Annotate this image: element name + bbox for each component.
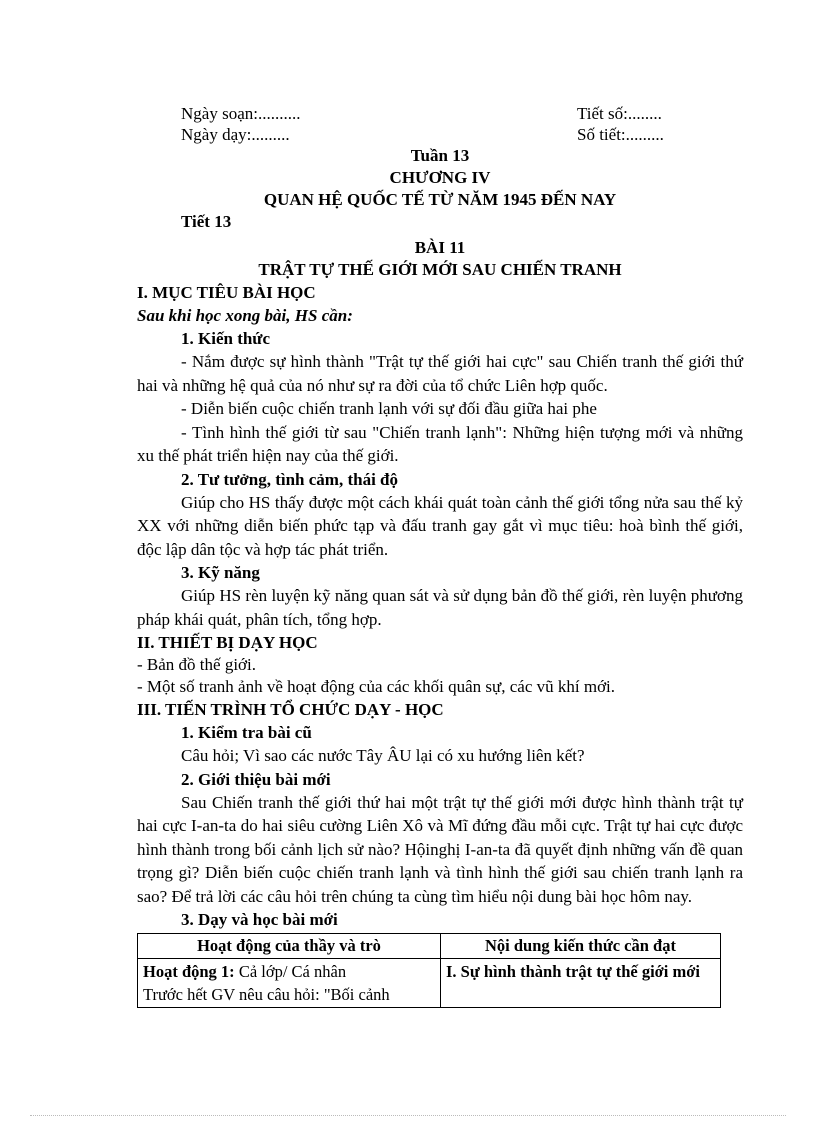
section-1-intro: Sau khi học xong bài, HS cần: bbox=[137, 306, 353, 325]
section-3-title: III. TIẾN TRÌNH TỔ CHỨC DẠY - HỌC bbox=[137, 700, 444, 719]
lesson-number: BÀI 11 bbox=[414, 238, 466, 257]
introduction-title: 2. Giới thiệu bài mới bbox=[181, 769, 331, 789]
teaching-title: 3. Dạy và học bài mới bbox=[181, 910, 338, 929]
knowledge-title: 1. Kiến thức bbox=[181, 329, 271, 348]
content-cell bbox=[441, 959, 721, 1008]
table-header-activity: Hoạt động của thầy và trò bbox=[138, 934, 441, 959]
knowledge-item: - Diễn biến cuộc chiến tranh lạnh với sự đối đầu giữa hai phe bbox=[181, 399, 597, 418]
document-page bbox=[137, 103, 743, 1008]
so-tiet: Số tiết:......... bbox=[577, 125, 664, 144]
knowledge-item: - Tình hình thế giới từ sau "Chiến tranh lạnh": Những hiện tượng mới và những xu thế phát triển hiện nay của thế giới. bbox=[137, 422, 743, 465]
content-heading: I. Sự hình thành trật tự thế giới mới bbox=[446, 962, 700, 981]
equipment-item: - Bản đồ thế giới. bbox=[137, 655, 256, 674]
chapter-title: QUAN HỆ QUỐC TẾ TỪ NĂM 1945 ĐẾN NAY bbox=[263, 190, 617, 209]
equipment-item: - Một số tranh ảnh về hoạt động của các khối quân sự, các vũ khí mới. bbox=[137, 677, 616, 696]
table-header-row bbox=[138, 934, 721, 959]
week-label: Tuần 13 bbox=[410, 146, 470, 165]
activity-mode: Cả lớp/ Cá nhân bbox=[234, 962, 347, 981]
header-row-1 bbox=[137, 103, 743, 124]
chapter-label: CHƯƠNG IV bbox=[389, 168, 491, 187]
table-row bbox=[138, 959, 721, 1008]
activity-cell bbox=[138, 959, 441, 1008]
attitude-text: Giúp cho HS thấy được một cách khái quát toàn cảnh thế giới tổng nửa sau thế kỷ XX với những diễn biến phức tạp và đấu tranh gay gắt vì mục tiêu: hoà bình thế giới, độc lập dân tộc và hợp tác phát triển. bbox=[137, 492, 743, 559]
period-label: Tiết 13 bbox=[181, 212, 232, 231]
lesson-table bbox=[137, 933, 721, 1008]
skills-text: Giúp HS rèn luyện kỹ năng quan sát và sử dụng bản đồ thế giới, rèn luyện phương pháp khái quát, phân tích, tổng hợp. bbox=[137, 586, 743, 629]
review-title: 1. Kiểm tra bài cũ bbox=[181, 723, 312, 742]
activity-text: Trước hết GV nêu câu hỏi: "Bối cảnh bbox=[143, 985, 390, 1004]
knowledge-item: - Nắm được sự hình thành "Trật tự thế giới hai cực" sau Chiến tranh thế giới thứ hai và những hệ quả của nó như sự ra đời của tổ chức Liên hợp quốc. bbox=[137, 352, 743, 395]
section-1-title: I. MỤC TIÊU BÀI HỌC bbox=[137, 283, 316, 302]
section-2-title: II. THIẾT BỊ DẠY HỌC bbox=[137, 633, 318, 652]
lesson-title: TRẬT TỰ THẾ GIỚI MỚI SAU CHIẾN TRANH bbox=[258, 260, 622, 279]
tiet-so: Tiết số:........ bbox=[577, 104, 662, 123]
attitude-title: 2. Tư tưởng, tình cảm, thái độ bbox=[181, 469, 399, 489]
header-row-2 bbox=[137, 124, 743, 145]
activity-label: Hoạt động 1: bbox=[143, 962, 235, 981]
ngay-soan: Ngày soạn:.......... bbox=[181, 104, 301, 123]
page-bottom-rule bbox=[30, 1115, 786, 1116]
skills-title: 3. Kỹ năng bbox=[181, 563, 260, 582]
ngay-day: Ngày dạy:......... bbox=[181, 125, 290, 144]
review-question: Câu hỏi; Vì sao các nước Tây ÂU lại có xu hướng liên kết? bbox=[181, 746, 585, 765]
introduction-text: Sau Chiến tranh thế giới thứ hai một trật tự thế giới mới được hình thành trật tự hai cực I-an-ta do hai siêu cường Liên Xô và Mĩ đứng đầu mỗi cực. Trật tự hai cực được hình thành trong bối cảnh lịch sử nào? Hộinghị I-an-ta đã quyết định những vấn đề quan trọng gì? Diễn biến cuộc chiến tranh lạnh và tình hình thế giới sau chiến tranh lạnh ra sao? Để trả lời các câu hỏi trên chúng ta cùng tìm hiểu nội dung bài học hôm nay. bbox=[137, 792, 743, 906]
table-header-content: Nội dung kiến thức cần đạt bbox=[441, 934, 721, 959]
